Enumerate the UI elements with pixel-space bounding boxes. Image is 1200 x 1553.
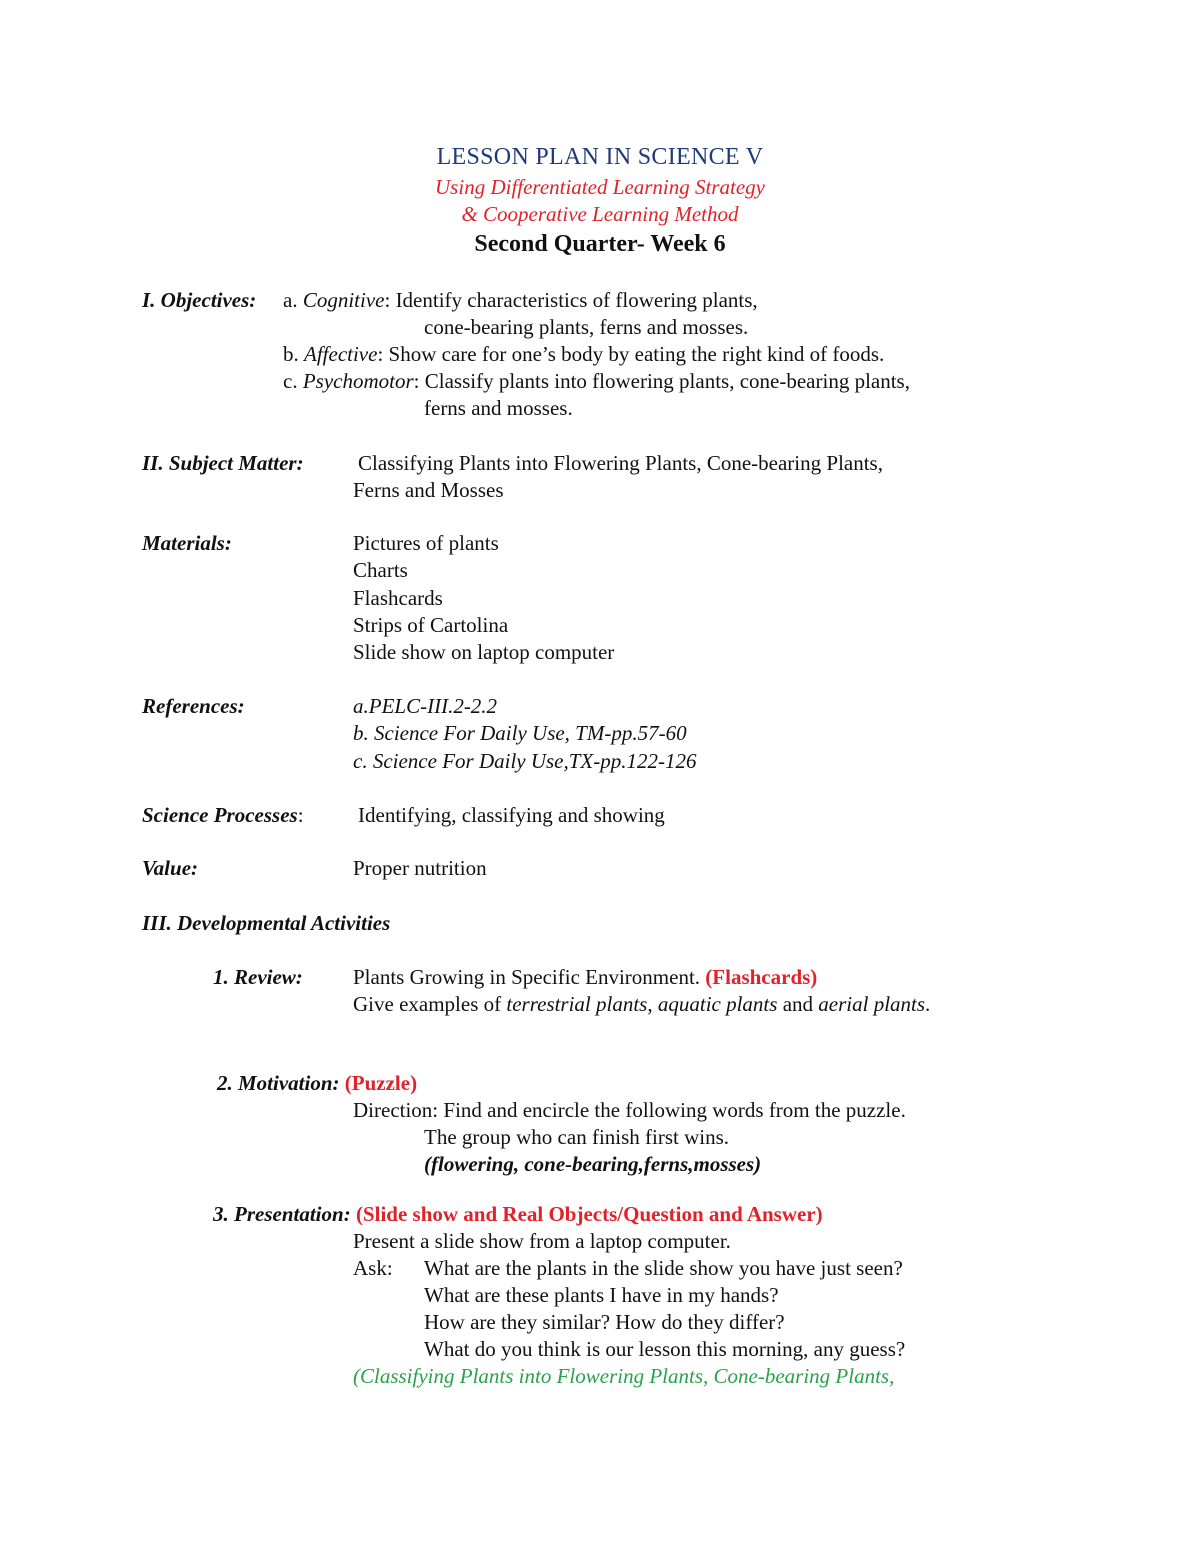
- review-text: and: [777, 992, 819, 1016]
- motivation-tag: (Puzzle): [344, 1071, 418, 1095]
- objective-b: [283, 341, 884, 368]
- developmental-activities-heading: III. Developmental Activities: [142, 911, 391, 935]
- strategy-line-1: Using Differentiated Learning Strategy: [435, 175, 765, 199]
- review-term: aerial plants: [818, 992, 926, 1016]
- motivation-line-2: The group who can finish first wins.: [424, 1125, 730, 1149]
- materials-item: Slide show on laptop computer: [353, 640, 615, 664]
- materials-item: Strips of Cartolina: [353, 613, 509, 637]
- objective-b-text: : Show care for one’s body by eating the right kind of foods.: [377, 342, 885, 366]
- objective-c: [283, 368, 910, 395]
- presentation-label: 3. Presentation: [213, 1202, 344, 1226]
- review-text: .: [925, 992, 931, 1016]
- motivation-words: (flowering, cone-bearing,ferns,mosses): [424, 1152, 762, 1176]
- question-item: What are the plants in the slide show you have just seen?: [424, 1256, 903, 1280]
- ask-label: Ask:: [353, 1256, 393, 1280]
- objective-a-prefix: a.: [283, 288, 298, 312]
- review-line-1: [353, 964, 817, 991]
- review-term: terrestrial plants: [506, 992, 648, 1016]
- references-label: References:: [142, 694, 245, 718]
- objective-a-text: : Identify characteristics of flowering plants,: [384, 288, 758, 312]
- materials-label: Materials:: [142, 531, 232, 555]
- objective-c-prefix: c.: [283, 369, 298, 393]
- value-text: Proper nutrition: [353, 856, 487, 880]
- review-line-2: [353, 991, 930, 1018]
- reference-item: c. Science For Daily Use,TX-pp.122-126: [353, 749, 697, 773]
- science-processes-colon: :: [297, 803, 304, 827]
- review-line-1-text: Plants Growing in Specific Environment.: [353, 965, 706, 989]
- objective-a-continuation: cone-bearing plants, ferns and mosses.: [424, 315, 749, 339]
- value-label: Value:: [142, 856, 199, 880]
- question-item: What are these plants I have in my hands?: [424, 1283, 779, 1307]
- presentation-heading: [213, 1201, 823, 1228]
- motivation-heading: [217, 1070, 417, 1097]
- presentation-tag: (Slide show and Real Objects/Question and Answer): [355, 1202, 823, 1226]
- objectives-label: I. Objectives:: [142, 288, 257, 312]
- subject-matter-line-1: Classifying Plants into Flowering Plants, Cone-bearing Plants,: [358, 451, 883, 475]
- motivation-colon: :: [332, 1071, 345, 1095]
- subject-matter-line-2: Ferns and Mosses: [353, 478, 504, 502]
- review-term: aquatic plants: [657, 992, 778, 1016]
- motivation-label: 2. Motivation: [217, 1071, 333, 1095]
- review-tag: (Flashcards): [705, 965, 818, 989]
- objective-c-term: Psychomotor: [302, 369, 414, 393]
- subject-matter-label: II. Subject Matter:: [142, 451, 304, 475]
- objective-c-continuation: ferns and mosses.: [424, 396, 573, 420]
- question-item: What do you think is our lesson this morning, any guess?: [424, 1337, 906, 1361]
- objective-c-text: : Classify plants into flowering plants, cone-bearing plants,: [413, 369, 910, 393]
- question-item: How are they similar? How do they differ?: [424, 1310, 785, 1334]
- strategy-line-2: & Cooperative Learning Method: [461, 202, 739, 226]
- review-label: 1. Review:: [213, 965, 303, 989]
- materials-item: Flashcards: [353, 586, 443, 610]
- materials-item: Charts: [353, 558, 408, 582]
- presentation-line-1: Present a slide show from a laptop computer.: [353, 1229, 731, 1253]
- objective-b-term: Affective: [304, 342, 378, 366]
- objective-a: [283, 287, 758, 314]
- review-text: ,: [647, 992, 658, 1016]
- reference-item: a.PELC-III.2-2.2: [353, 694, 498, 718]
- quarter-heading: Second Quarter- Week 6: [474, 231, 726, 257]
- objective-b-prefix: b.: [283, 342, 299, 366]
- review-text: Give examples of: [353, 992, 507, 1016]
- science-processes-value: Identifying, classifying and showing: [358, 803, 665, 827]
- science-processes-label-text: Science Processes: [142, 803, 298, 827]
- page-title: LESSON PLAN IN SCIENCE V: [436, 144, 764, 170]
- reference-item: b. Science For Daily Use, TM-pp.57-60: [353, 721, 687, 745]
- materials-item: Pictures of plants: [353, 531, 499, 555]
- science-processes-label: [142, 802, 304, 829]
- motivation-direction: Direction: Find and encircle the following words from the puzzle.: [353, 1098, 906, 1122]
- presentation-answer: (Classifying Plants into Flowering Plants, Cone-bearing Plants,: [353, 1364, 895, 1388]
- objective-a-term: Cognitive: [302, 288, 385, 312]
- presentation-colon: :: [343, 1202, 356, 1226]
